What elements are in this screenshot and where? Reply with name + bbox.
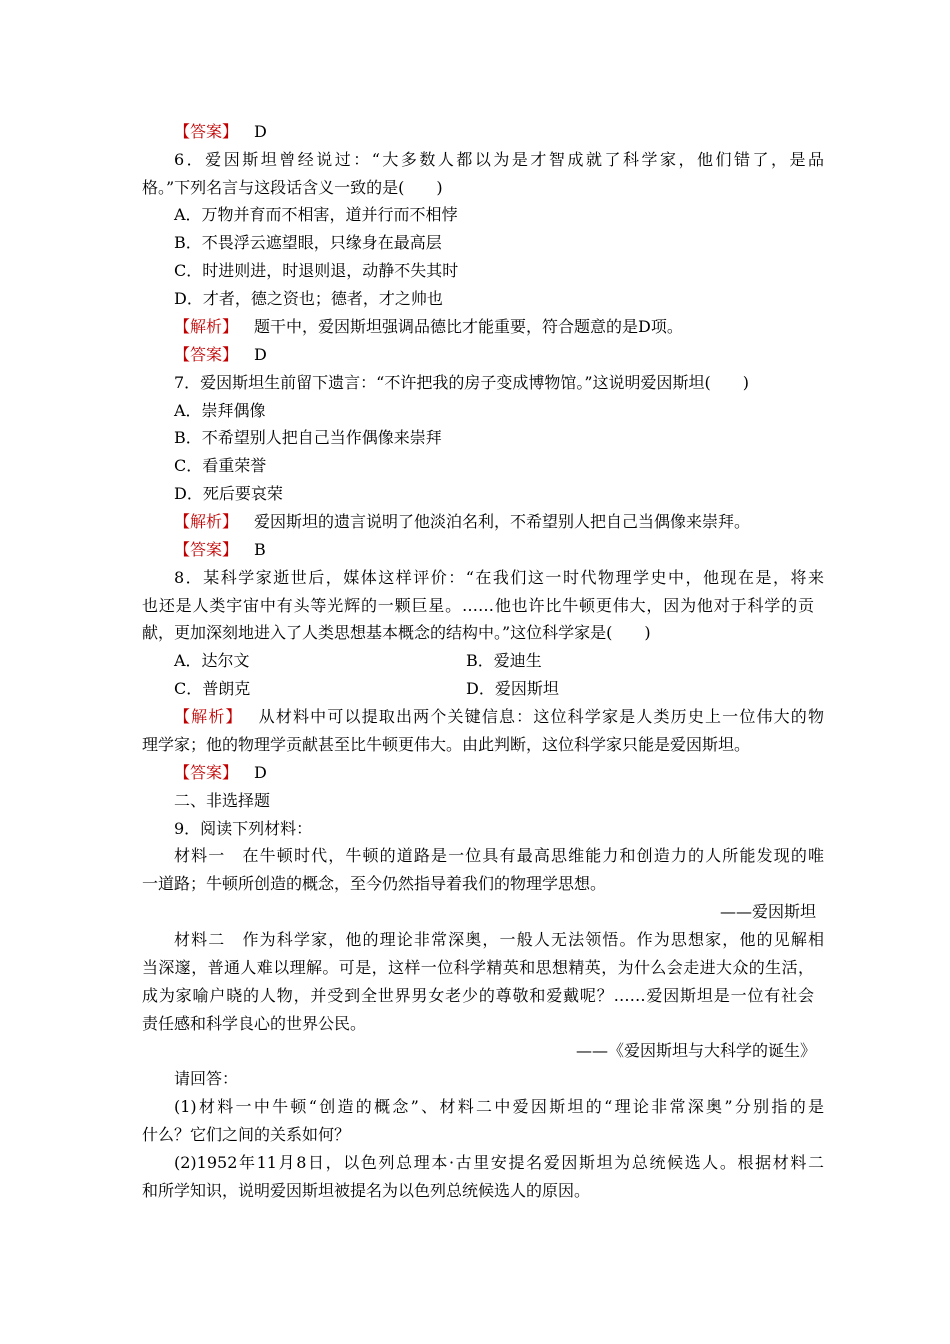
- answer-tag: 【答案】: [174, 122, 239, 141]
- question-6-option-a: A．万物并育而不相害，道并行而不相悖: [174, 205, 458, 224]
- sub-question-2-cont: 和所学知识，说明爱因斯坦被提名为以色列总统候选人的原因。: [142, 1181, 591, 1200]
- question-8-options-row-2: [174, 679, 824, 699]
- analysis-line-q7: [174, 512, 824, 532]
- question-7-option-c: C．看重荣誉: [174, 456, 267, 475]
- answer-line-q8: [174, 763, 824, 783]
- answer-line-q6: [174, 345, 824, 365]
- answer-line-q5: [174, 122, 824, 142]
- analysis-line-q8: [174, 707, 824, 727]
- question-8-option-c: C．普朗克: [174, 679, 251, 698]
- analysis-line-q6: [174, 317, 824, 337]
- material-1-source: ——爱因斯坦: [719, 902, 816, 921]
- question-9-stem: 9．阅读下列材料：: [174, 819, 313, 838]
- material-2-text: 材料二 作为科学家，他的理论非常深奥，一般人无法领悟。作为思想家，他的见解相: [174, 930, 824, 949]
- analysis-tag: 【解析】: [174, 707, 243, 726]
- question-8-option-a: A．达尔文: [174, 651, 250, 670]
- answer-value: D: [254, 763, 267, 782]
- sub-question-1: (1)材料一中牛顿“创造的概念”、材料二中爱因斯坦的“理论非常深奥”分别指的是: [174, 1097, 824, 1116]
- question-8-stem-cont: 献，更加深刻地进入了人类思想基本概念的结构中。”这位科学家是( ): [142, 623, 651, 642]
- analysis-tag: 【解析】: [174, 512, 239, 531]
- material-2-text-cont: 成为家喻户晓的人物，并受到全世界男女老少的尊敬和爱戴呢？……爱因斯坦是一位有社会: [142, 986, 814, 1005]
- answer-tag: 【答案】: [174, 540, 239, 559]
- material-2-text-cont: 责任感和科学良心的世界公民。: [142, 1014, 367, 1033]
- question-7-option-b: B．不希望别人把自己当作偶像来崇拜: [174, 428, 442, 447]
- question-7-option-d: D．死后要哀荣: [174, 484, 283, 503]
- material-2-source: ——《爱因斯坦与大科学的诞生》: [575, 1041, 816, 1060]
- analysis-text: 爱因斯坦的遗言说明了他淡泊名利，不希望别人把自己当偶像来崇拜。: [254, 512, 751, 531]
- answer-tag: 【答案】: [174, 763, 239, 782]
- answer-value: D: [254, 345, 267, 364]
- question-7-option-a: A．崇拜偶像: [174, 401, 266, 420]
- question-6-stem: 6．爱因斯坦曾经说过：“大多数人都以为是才智成就了科学家，他们错了，是品: [174, 150, 824, 169]
- question-6-option-d: D．才者，德之资也；德者，才之帅也: [174, 289, 443, 308]
- sub-question-1-cont: 什么？它们之间的关系如何？: [142, 1125, 351, 1144]
- material-1-text-cont: 一道路；牛顿所创造的概念，至今仍然指导着我们的物理学思想。: [142, 874, 607, 893]
- question-6-option-c: C．时进则进，时退则退，动静不失其时: [174, 261, 459, 280]
- section-heading: 二、非选择题: [174, 791, 271, 810]
- question-8-stem-cont: 也还是人类宇宙中有头等光辉的一颗巨星。……他也许比牛顿更伟大，因为他对于科学的贡: [142, 596, 814, 615]
- analysis-text: 从材料中可以提取出两个关键信息：这位科学家是人类历史上一位伟大的物: [258, 707, 824, 726]
- question-6-option-b: B．不畏浮云遮望眼，只缘身在最高层: [174, 233, 442, 252]
- answer-line-q7: [174, 540, 824, 560]
- question-7-stem: 7．爱因斯坦生前留下遗言：“不许把我的房子变成博物馆。”这说明爱因斯坦( ): [174, 373, 750, 392]
- question-8-option-d: D．爱因斯坦: [466, 679, 559, 698]
- question-6-stem-cont: 格。”下列名言与这段话含义一致的是( ): [142, 178, 443, 197]
- answer-tag: 【答案】: [174, 345, 239, 364]
- prompt-label: 请回答：: [174, 1069, 239, 1088]
- material-1-text: 材料一 在牛顿时代，牛顿的道路是一位具有最高思维能力和创造力的人所能发现的唯: [174, 846, 824, 865]
- answer-value: B: [254, 540, 266, 559]
- analysis-text: 题干中，爱因斯坦强调品德比才能重要，符合题意的是D项。: [254, 317, 683, 336]
- sub-question-2: (2)1952年11月8日，以色列总理本·古里安提名爱因斯坦为总统候选人。根据材料二: [174, 1153, 824, 1172]
- analysis-text-cont: 理学家；他的物理学贡献甚至比牛顿更伟大。由此判断，这位科学家只能是爱因斯坦。: [142, 735, 751, 754]
- question-8-stem: 8．某科学家逝世后，媒体这样评价：“在我们这一时代物理学史中，他现在是，将来: [174, 568, 824, 587]
- question-8-option-b: B．爱迪生: [466, 651, 542, 670]
- answer-value: D: [254, 122, 267, 141]
- material-2-text-cont: 当深邃，普通人难以理解。可是，这样一位科学精英和思想精英，为什么会走进大众的生活，: [142, 958, 814, 977]
- question-8-options-row-1: [174, 651, 824, 671]
- analysis-tag: 【解析】: [174, 317, 239, 336]
